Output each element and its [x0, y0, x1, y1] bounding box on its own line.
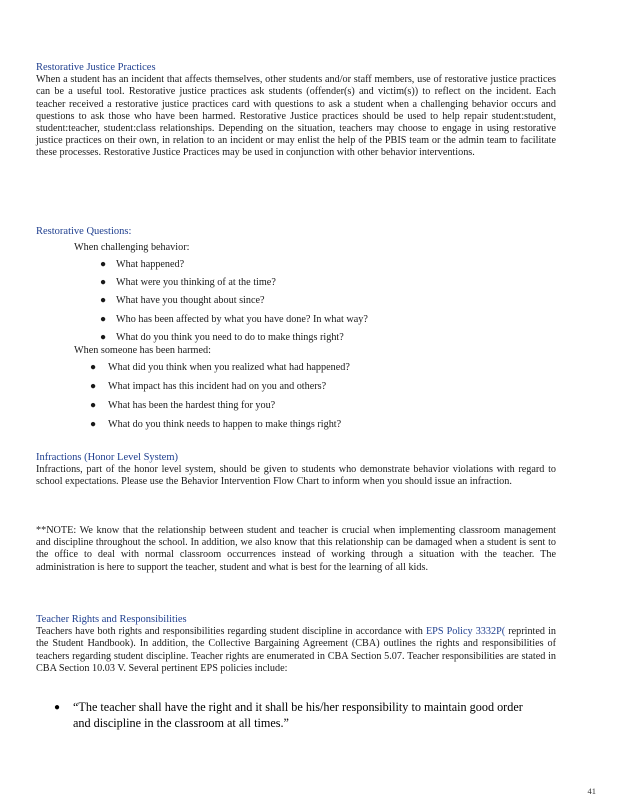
challenging-behavior-group — [74, 240, 368, 347]
question-text: What happened? — [116, 259, 185, 270]
list-item — [74, 378, 350, 397]
question-text: What impact has this incident had on you and others? — [108, 380, 327, 392]
infractions-body: Infractions, part of the honor level system, should be given to students who demonstrate behavior violations with regard to school expectations. Please use the Behavior Intervention Flow Chart to inform when you should issue an infraction. — [36, 464, 556, 488]
teacher-rights-body-start: Teachers have both rights and responsibilities regarding student discipline in accordance with — [36, 626, 426, 638]
bullet-icon: ● — [90, 380, 97, 392]
page-number: 41 — [587, 786, 596, 796]
question-text: What were you thinking of at the time? — [116, 277, 276, 289]
question-text: What did you think when you realized what had happened? — [108, 362, 350, 373]
harmed-list — [74, 359, 350, 435]
list-item — [74, 416, 350, 435]
note-section — [36, 525, 556, 574]
harmed-group — [74, 343, 350, 435]
note-body: **NOTE: We know that the relationship between student and teacher is crucial when implementing classroom management and discipline throughout the school. In addition, we also know that this relationship can be damaged when a student is sent to the office to deal with normal classroom occurrences instead of working through a situation with the teacher. The administration is here to support the teacher, student and what is best for the learning of all kids. — [36, 525, 556, 573]
list-item — [74, 397, 350, 416]
teacher-rights-body — [36, 626, 556, 675]
bullet-icon: ● — [100, 295, 107, 307]
restorative-justice-body: When a student has an incident that affects themselves, other students and/or staff members, use of restorative justice practices can be a useful tool. Restorative justice practices ask students (offender(s) and victim(s)) to reflect on the incident. Each teacher received a restorative justice practices card with questions to ask a student when a challenging behavior occurs and questions to ask those who have been harmed. Restorative Justice practices should be used to help repair student:student, student:teacher, student:class relationships. Depending on the situation, teachers may choose to engage in using restorative justice practices on their own, in relation to an incident or may enlist the help of the PBIS team or the admin team to facilitate these processes. Restorative Justice Practices may be used in conjunction with other behavior interventions. — [36, 74, 556, 159]
restorative-questions-heading: Restorative Questions: — [36, 226, 132, 237]
harmed-label: When someone has been harmed: — [74, 345, 211, 356]
infractions-heading: Infractions (Honor Level System) — [36, 452, 179, 463]
bullet-icon: ● — [100, 313, 107, 325]
challenging-behavior-list — [74, 256, 368, 347]
bullet-icon: ● — [100, 259, 107, 270]
bullet-icon: ● — [90, 399, 97, 411]
bullet-icon: ● — [90, 362, 97, 373]
bullet-icon: ● — [100, 331, 107, 343]
bullet-icon: ● — [54, 702, 61, 713]
restorative-questions-heading-wrap — [36, 226, 556, 238]
list-item — [74, 359, 350, 378]
list-item — [74, 256, 368, 274]
question-text: What has been the hardest thing for you? — [108, 399, 276, 411]
question-text: Who has been affected by what you have done? In what way? — [116, 313, 368, 325]
teacher-rights-heading: Teacher Rights and Responsibilities — [36, 614, 187, 625]
restorative-justice-heading: Restorative Justice Practices — [36, 62, 156, 73]
bullet-icon: ● — [90, 418, 97, 430]
restorative-justice-section — [36, 62, 556, 160]
question-text: What do you think needs to happen to make things right? — [108, 418, 342, 430]
challenging-behavior-label: When challenging behavior: — [74, 242, 190, 253]
question-text: What do you think you need to do to make things right? — [116, 331, 344, 343]
quote-text: “The teacher shall have the right and it shall be his/her responsibility to maintain good order and discipline in the classroom at all times.” — [73, 700, 523, 730]
bullet-icon: ● — [100, 277, 107, 289]
question-text: What have you thought about since? — [116, 295, 265, 307]
list-item — [74, 274, 368, 292]
teacher-rights-section — [36, 614, 556, 675]
teacher-rights-quote — [54, 700, 524, 731]
eps-policy-link[interactable]: EPS Policy 3332P( — [425, 626, 506, 638]
teacher-rights-body-end: reprinted in the Student Handbook). In addition, the Collective Bargaining Agreement (CBA) outlines the rights and responsibilities of teachers regarding student discipline. Teacher rights are enumerated in CBA Section 5.07. Teacher responsibilities are stated in CBA Section 10.03 V. Several pertinent EPS policies include: — [36, 626, 557, 674]
infractions-section — [36, 452, 556, 489]
list-item — [74, 292, 368, 310]
list-item — [74, 311, 368, 329]
